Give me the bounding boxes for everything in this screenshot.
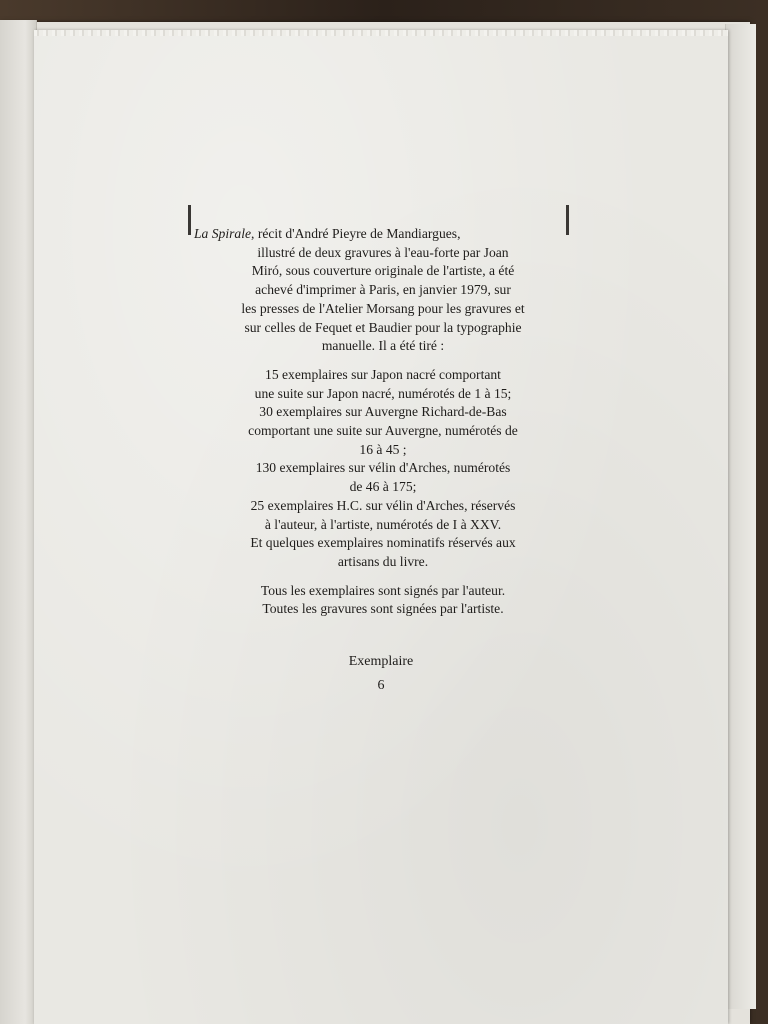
- edition-line: 15 exemplaires sur Japon nacré comportant: [265, 366, 501, 382]
- edition-paragraph: [194, 366, 572, 572]
- intro-line: achevé d'imprimer à Paris, en janvier 1979, sur: [255, 282, 511, 298]
- signature-paragraph: [194, 582, 572, 619]
- intro-line: illustré de deux gravures à l'eau-forte par Joan: [257, 244, 509, 260]
- intro-line: les presses de l'Atelier Morsang pour les gravures et: [241, 300, 525, 316]
- edition-line: de 46 à 175;: [349, 479, 417, 495]
- edition-line: 30 exemplaires sur Auvergne Richard-de-Bas: [259, 404, 507, 420]
- copy-number: 6: [377, 678, 385, 693]
- intro-line: manuelle. Il a été tiré :: [321, 338, 445, 354]
- edition-line: 16 à 45 ;: [359, 441, 407, 457]
- signature-line: Toutes les gravures sont signées par l'artiste.: [262, 601, 504, 617]
- copy-label: Exemplaire: [348, 654, 414, 669]
- edition-line: 25 exemplaires H.C. sur vélin d'Arches, réservés: [250, 497, 516, 513]
- colophon-text: [194, 225, 572, 619]
- right-page-edge: [725, 24, 756, 1009]
- edition-line: artisans du livre.: [337, 553, 429, 569]
- signature-line: Tous les exemplaires sont signés par l'auteur.: [260, 582, 506, 598]
- intro-line: Miró, sous couverture originale de l'artiste, a été: [251, 263, 515, 279]
- left-bracket-mark: [188, 205, 191, 235]
- left-folded-sheet: [0, 20, 37, 1024]
- edition-line: une suite sur Japon nacré, numérotés de 1 à 15;: [254, 385, 512, 401]
- edition-line: 130 exemplaires sur vélin d'Arches, numérotés: [255, 460, 511, 476]
- intro-line-1: La Spirale, récit d'André Pieyre de Mandiargues,: [194, 226, 461, 241]
- edition-line: à l'auteur, à l'artiste, numérotés de I à XXV.: [264, 516, 502, 532]
- book-title: La Spirale: [194, 226, 252, 241]
- intro-line: sur celles de Fequet et Baudier pour la typographie: [244, 319, 522, 335]
- deckle-edge: [34, 30, 728, 36]
- intro-paragraph: [194, 225, 572, 356]
- colophon-page: [34, 30, 728, 1024]
- edition-line: comportant une suite sur Auvergne, numérotés de: [248, 423, 518, 439]
- edition-line: Et quelques exemplaires nominatifs réservés aux: [250, 535, 516, 551]
